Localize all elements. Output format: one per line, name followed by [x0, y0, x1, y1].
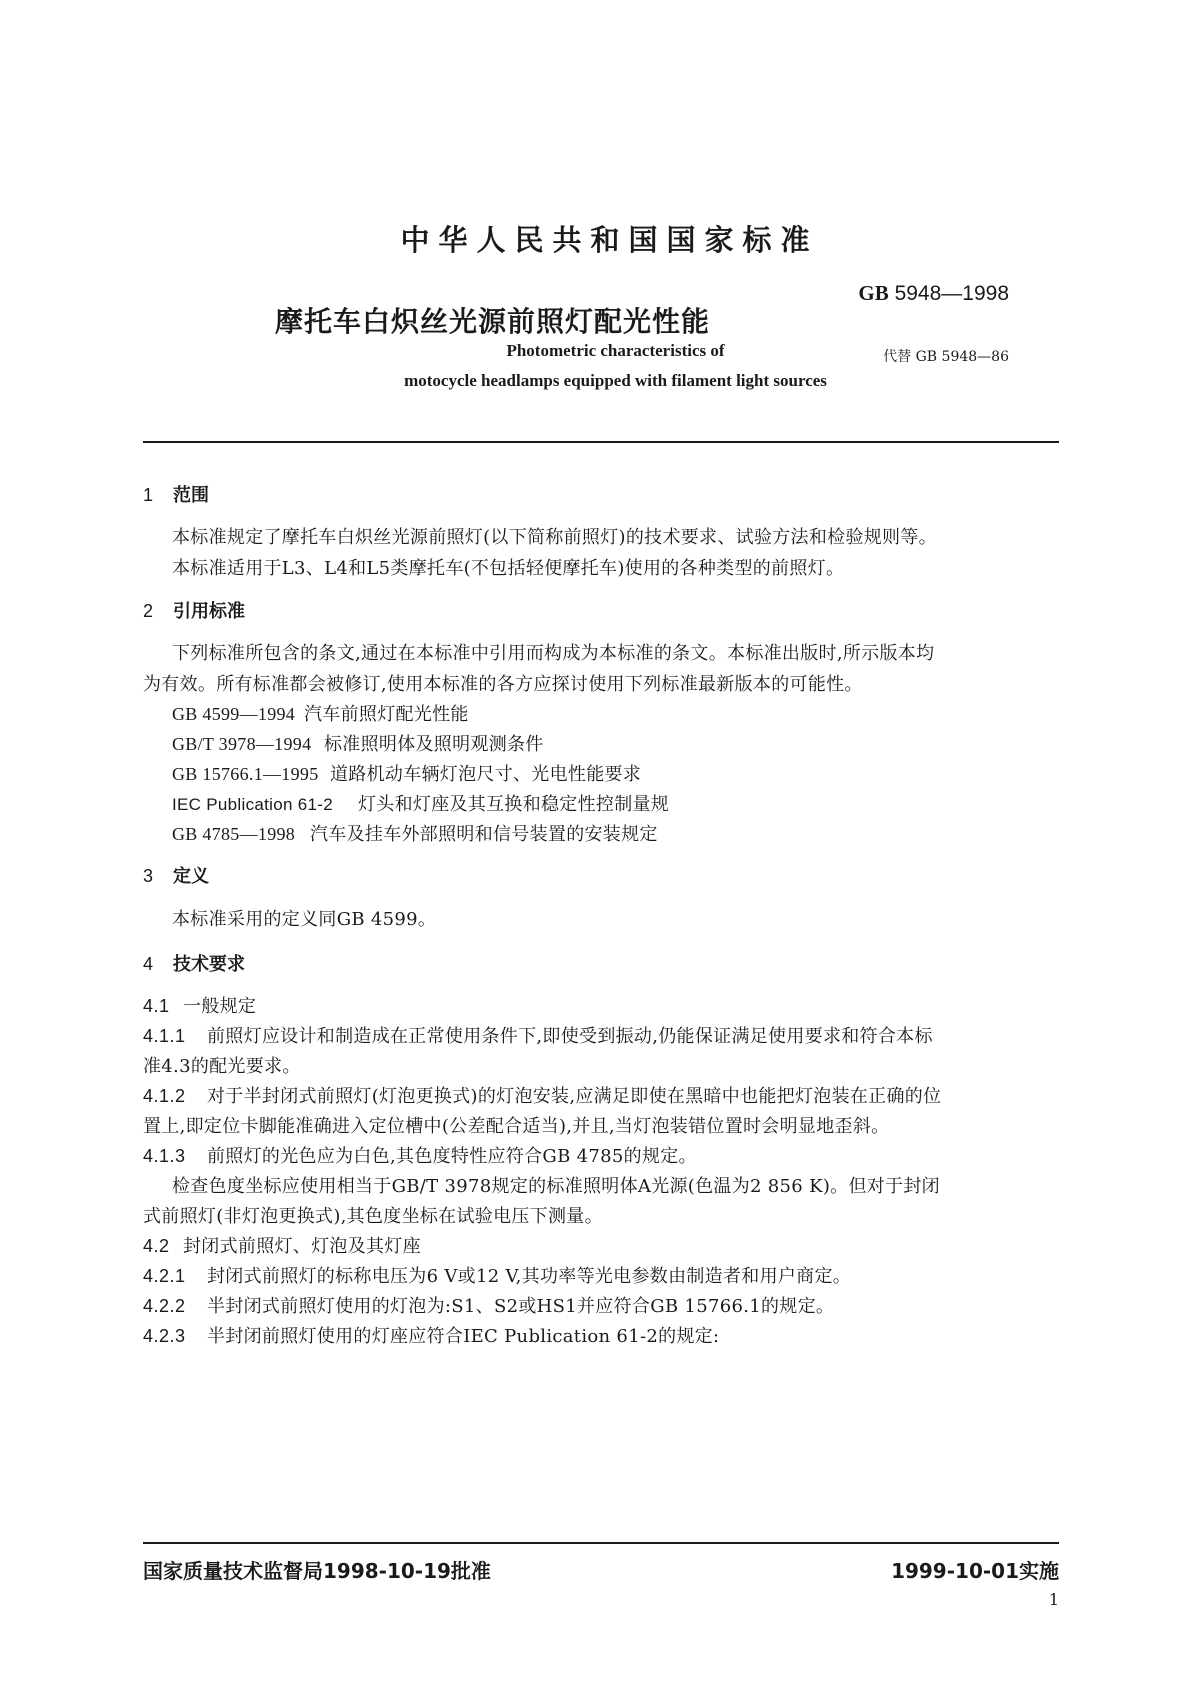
section-1-heading: [143, 481, 209, 507]
clause-text: 前照灯应设计和制造成在正常使用条件下,即使受到振动,仍能保证满足使用要求和符合本标: [207, 1026, 933, 1047]
reference-item: [172, 790, 669, 816]
section-3-heading: [143, 862, 209, 888]
clause-number: 4.1.3: [143, 1146, 186, 1166]
document-title-en-line2: motocycle headlamps equipped with filament light sources: [404, 371, 827, 390]
section-4-heading: [143, 950, 245, 976]
reference-title: 汽车前照灯配光性能: [304, 704, 469, 725]
clause-4-2: [143, 1232, 421, 1258]
page-number: 1: [1048, 1590, 1059, 1609]
section-3-paragraph: 本标准采用的定义同GB 4599。: [172, 909, 437, 930]
implementation-date: 1999-10-01实施: [891, 1559, 1059, 1583]
approval-note: 国家质量技术监督局1998-10-19批准: [143, 1559, 491, 1583]
clause-number: 4.2.3: [143, 1326, 186, 1346]
clause-number: 4.1.2: [143, 1086, 186, 1106]
clause-text: 封闭式前照灯的标称电压为6 V或12 V,其功率等光电参数由制造者和用户商定。: [207, 1266, 852, 1287]
section-2-title: 引用标准: [173, 601, 245, 622]
clause-number: 4.2: [143, 1236, 170, 1256]
clause-text: 一般规定: [183, 996, 257, 1017]
reference-item: [172, 730, 544, 756]
reference-title: 标准照明体及照明观测条件: [324, 734, 544, 755]
clause-4-1-2: [143, 1082, 941, 1108]
document-title-en-line1: Photometric characteristics of: [506, 341, 725, 360]
reference-title: 灯头和灯座及其互换和稳定性控制量规: [358, 794, 670, 815]
section-4-number: 4: [143, 954, 154, 974]
reference-code: GB 4785—1998: [172, 824, 296, 844]
section-2-paragraph-line2: 为有效。所有标准都会被修订,使用本标准的各方应探讨使用下列标准最新版本的可能性。: [143, 674, 863, 695]
section-1-title: 范围: [173, 485, 209, 506]
clause-text: 半封闭式前照灯使用的灯泡为:S1、S2或HS1并应符合GB 15766.1的规定。: [207, 1296, 835, 1317]
document-title-cn: 摩托车白炽丝光源前照灯配光性能: [275, 305, 711, 338]
section-2-paragraph-line1: 下列标准所包含的条文,通过在本标准中引用而构成为本标准的条文。本标准出版时,所示版本均: [172, 643, 935, 664]
section-3-number: 3: [143, 866, 154, 886]
clause-4-2-3: [143, 1322, 719, 1348]
header-divider: [143, 441, 1059, 443]
reference-code: GB/T 3978—1994: [172, 734, 312, 754]
standard-code: [858, 281, 1009, 306]
reference-code: GB 15766.1—1995: [172, 764, 319, 784]
reference-title: 道路机动车辆灯泡尺寸、光电性能要求: [330, 764, 642, 785]
clause-number: 4.2.1: [143, 1266, 186, 1286]
clause-text: 半封闭前照灯使用的灯座应符合IEC Publication 61-2的规定:: [207, 1326, 720, 1347]
clause-text: 前照灯的光色应为白色,其色度特性应符合GB 4785的规定。: [207, 1146, 697, 1167]
footer-divider: [143, 1542, 1059, 1544]
national-standard-label: 中华人民共和国国家标准: [400, 223, 819, 257]
clause-number: 4.2.2: [143, 1296, 186, 1316]
clause-text: 封闭式前照灯、灯泡及其灯座: [183, 1236, 421, 1257]
clause-text: 对于半封闭式前照灯(灯泡更换式)的灯泡安装,应满足即使在黑暗中也能把灯泡装在正确的位: [207, 1086, 942, 1107]
clause-number: 4.1: [143, 996, 170, 1016]
reference-item: [172, 760, 641, 786]
clause-4-1-2-continuation: 置上,即定位卡脚能准确进入定位槽中(公差配合适当),并且,当灯泡装错位置时会明显地歪斜。: [143, 1116, 890, 1137]
code-number: 5948—1998: [894, 282, 1009, 305]
clause-4-2-1: [143, 1262, 851, 1288]
reference-item: [172, 700, 469, 726]
clause-4-1-1-continuation: 准4.3的配光要求。: [143, 1056, 301, 1077]
clause-4-1-1: [143, 1022, 933, 1048]
reference-item: [172, 820, 658, 846]
section-3-title: 定义: [173, 866, 209, 887]
section-1-number: 1: [143, 485, 154, 505]
clause-4-1: [143, 992, 256, 1018]
reference-title: 汽车及挂车外部照明和信号装置的安装规定: [310, 824, 658, 845]
reference-code: IEC Publication 61-2: [172, 795, 333, 814]
section-1-paragraph-2: 本标准适用于L3、L4和L5类摩托车(不包括轻便摩托车)使用的各种类型的前照灯。: [172, 558, 845, 579]
section-1-paragraph-1: 本标准规定了摩托车白炽丝光源前照灯(以下简称前照灯)的技术要求、试验方法和检验规则等。: [172, 527, 937, 548]
section-2-heading: [143, 597, 245, 623]
reference-code: GB 4599—1994: [172, 704, 296, 724]
clause-4-2-2: [143, 1292, 834, 1318]
section-4-title: 技术要求: [173, 954, 245, 975]
section-2-number: 2: [143, 601, 154, 621]
code-prefix: GB: [858, 281, 889, 305]
clause-number: 4.1.1: [143, 1026, 186, 1046]
clause-4-1-3-paragraph-line2: 式前照灯(非灯泡更换式),其色度坐标在试验电压下测量。: [143, 1206, 603, 1227]
replaces-code: 代替 GB 5948—86: [883, 349, 1009, 365]
clause-4-1-3: [143, 1142, 697, 1168]
clause-4-1-3-paragraph-line1: 检查色度坐标应使用相当于GB/T 3978规定的标准照明体A光源(色温为2 856 K)。但对于封闭: [172, 1176, 940, 1197]
